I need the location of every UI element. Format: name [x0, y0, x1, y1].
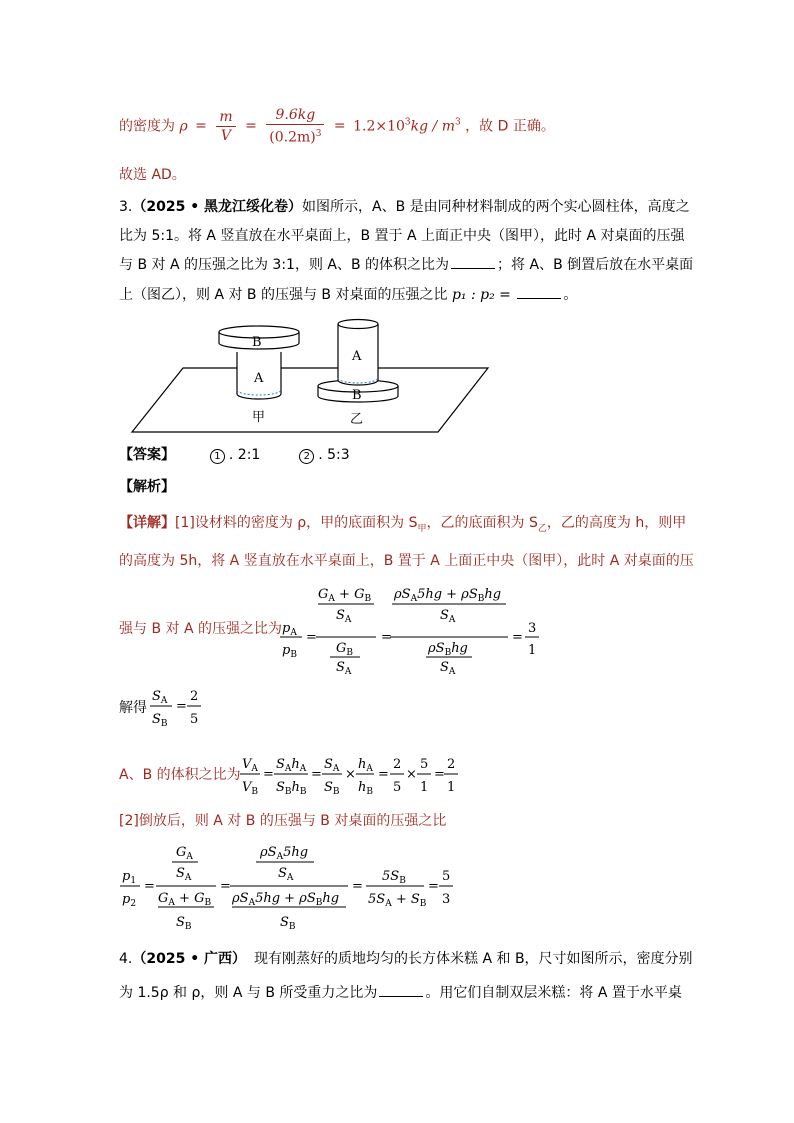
svg-text:×: ×: [406, 767, 417, 782]
svg-text:hA: $h_A$: [358, 757, 373, 774]
svg-text:VB: $V_B$: [242, 780, 259, 796]
svg-text:=: =: [352, 879, 363, 894]
detail-text1b: ，乙的底面积为 S: [426, 515, 538, 531]
v-symbol: V: [220, 127, 232, 144]
svg-text:=: =: [263, 767, 274, 782]
svg-text:1: 1: [420, 780, 429, 795]
detail-line-inverted: [2]倒放后，则 A 对 B 的压强与 B 对桌面的压强之比: [119, 813, 447, 829]
svg-text:5: 5: [420, 757, 429, 772]
answer-blank-3: [379, 982, 423, 997]
svg-text:5: 5: [442, 869, 451, 884]
svg-text:ρSBhg: $\rho S_Bhg$: [428, 641, 468, 658]
inverted-ratio-formula: [120, 840, 460, 936]
volume-exponent: 3: [315, 129, 322, 139]
q4-line2: [119, 982, 682, 1004]
pressure-ratio-prefix: 强与 B 对 A 的压强之比为: [119, 621, 282, 637]
svg-text:=: =: [428, 879, 439, 894]
svg-text:=: =: [378, 767, 389, 782]
label-b-jia: B: [252, 335, 262, 350]
volume-ratio-svg: [240, 752, 460, 796]
q3-figure: [0, 310, 794, 438]
volume-ratio-prefix: A、B 的体积之比为: [119, 767, 241, 783]
svg-text:=: =: [144, 879, 155, 894]
figure-yi: [318, 320, 398, 428]
svg-text:SB: $S_B$: [176, 915, 192, 932]
density-suffix: ，故 D 正确。: [465, 118, 555, 135]
svg-text:GA + GB: $G_A + G_B$: [158, 891, 212, 908]
svg-text:pB: $p_B$: [282, 643, 297, 660]
svg-text:SA: $S_A$: [324, 757, 340, 774]
svg-text:2: 2: [447, 757, 456, 772]
svg-text:=: =: [220, 879, 231, 894]
svg-text:pA: $p_A$: [282, 621, 297, 638]
svg-text:hB: $h_B$: [358, 780, 373, 796]
sub-jia: 甲: [417, 523, 427, 534]
m-symbol: m: [216, 108, 235, 127]
svg-text:5: 5: [190, 712, 199, 727]
pressure-ratio-formula: [280, 582, 550, 678]
choice-line: 故选 AD。: [119, 167, 186, 183]
volume-ratio: [240, 752, 460, 800]
svg-text:SA: $S_A$: [440, 660, 456, 674]
q3-line4: [119, 284, 577, 306]
answer-blank-1: [451, 254, 495, 269]
svg-text:1: 1: [447, 780, 456, 795]
svg-text:SA: $S_A$: [152, 689, 168, 706]
answer-1: . 2:1: [228, 447, 261, 463]
detail-text1: [1]设材料的密度为 ρ，甲的底面积为 S: [175, 515, 418, 531]
svg-text:5SB: $5S_B$: [382, 869, 406, 886]
svg-text:=: =: [306, 630, 317, 645]
unit-exponent: 3: [454, 117, 461, 128]
solve-prefix: 解得: [119, 700, 147, 716]
label-a-jia: A: [254, 371, 264, 386]
answer-line: [119, 444, 350, 466]
svg-text:SA: $S_A$: [440, 608, 456, 625]
q4-number: 4.: [119, 951, 133, 967]
inverted-ratio-svg: [120, 840, 460, 932]
svg-text:GA: $G_A$: [176, 845, 193, 862]
svg-text:ρSA5hg + ρSBhg: $\rho S_A5hg + \rho S_Bhg$: [232, 891, 340, 908]
caption-jia: 甲: [252, 410, 266, 425]
pressure-ratio-label: p₁ : p₂ =: [451, 287, 511, 303]
q3-text4a: 上（图乙），则 A 对 B 的压强与 B 对桌面的压强之比: [119, 287, 448, 303]
svg-text:SA: $S_A$: [278, 866, 294, 883]
figure-jia: [219, 326, 299, 425]
detail-line2: 的高度为 5h，将 A 竖直放在水平桌面上，B 置于 A 上面正中央（图甲），此时 A 对桌面的压: [119, 553, 694, 569]
svg-text:GA + GB: $G_A + G_B$: [318, 587, 372, 604]
analysis-label: 【解析】: [119, 479, 175, 495]
result-exponent: 3: [404, 117, 411, 128]
svg-text:2: 2: [190, 689, 199, 704]
svg-text:SB: $S_B$: [280, 915, 296, 932]
svg-text:SA: $S_A$: [176, 866, 192, 883]
detail-line1: [119, 512, 686, 540]
volume-value: (0.2m): [269, 129, 316, 146]
svg-text:3: 3: [528, 621, 537, 636]
svg-text:2: 2: [393, 757, 402, 772]
svg-text:1: 1: [528, 643, 537, 658]
q3-text3a: 与 B 对 A 的压强之比为 3:1，则 A、B 的体积之比为: [119, 257, 450, 273]
q3-text3b: ；将 A、B 倒置后放在水平桌面: [497, 257, 694, 273]
table-surface: [132, 368, 488, 432]
svg-text:SA: $S_A$: [336, 608, 352, 625]
answer-blank-2: [517, 284, 561, 299]
svg-text:p1: $p_1$: [122, 869, 137, 886]
svg-text:ρSA5hg: $\rho S_A5hg$: [260, 845, 309, 862]
q3-number: 3.: [119, 199, 133, 215]
area-ratio-svg: [150, 684, 210, 728]
svg-text:=: =: [381, 630, 392, 645]
q3-line1: [119, 196, 690, 218]
q4-line1: [119, 948, 693, 970]
q3-text1: 如图所示，A、B 是由同种材料制成的两个实心圆柱体，高度之: [302, 199, 690, 215]
answer-2: . 5:3: [318, 447, 350, 463]
label-a-yi: A: [352, 349, 362, 364]
caption-yi: 乙: [350, 412, 364, 427]
q3-period: 。: [563, 287, 578, 303]
svg-text:3: 3: [442, 892, 451, 907]
area-ratio: [150, 684, 210, 732]
answer-2-marker: 2: [299, 449, 314, 464]
svg-text:SB: $S_B$: [152, 712, 168, 728]
q3-source: （2025 • 黑龙江绥化卷）: [132, 199, 303, 215]
svg-text:ρSA5hg + ρSBhg: $\rho S_A5hg + \rho S_Bhg$: [394, 587, 502, 604]
svg-text:5SA + SB: $5S_A + S_B$: [368, 892, 427, 909]
q4-text1: 现有刚蒸好的质地均匀的长方体米糕 A 和 B，尺寸如图所示，密度分别: [254, 951, 693, 967]
svg-text:×: ×: [345, 767, 356, 782]
density-line: 的密度为 ρ = $\frac{m}{V}$ = $\frac{9.6kg}{(0.2m)^3}$ = $1.2\times 10^3kg / m^3$ ，故 D 正确。: [119, 107, 555, 146]
svg-text:p2: $p_2$: [122, 892, 137, 909]
svg-text:5: 5: [393, 780, 402, 795]
q4-text2a: 为 1.5ρ 和 ρ，则 A 与 B 所受重力之比为: [119, 985, 378, 1001]
density-result: 1.2×10: [353, 118, 405, 135]
density-unit: kg / m: [410, 118, 455, 135]
svg-text:SBhB: $S_Bh_B$: [276, 780, 307, 796]
q4-text2b: 。用它们自制双层米糕：将 A 置于水平桌: [425, 985, 682, 1001]
answer-label: 【答案】: [119, 447, 175, 463]
mass-value: 9.6kg: [266, 106, 324, 125]
q3-line3: [119, 254, 693, 276]
label-b-yi: B: [352, 388, 362, 403]
pressure-ratio-svg: [280, 582, 550, 674]
svg-text:SAhA: $S_Ah_A$: [276, 757, 307, 774]
svg-text:=: =: [176, 699, 187, 714]
svg-text:SB: $S_B$: [324, 780, 340, 796]
svg-text:=: =: [512, 630, 523, 645]
detail-text1c: ，乙的高度为 h，则甲: [546, 515, 687, 531]
detail-label: 【详解】: [119, 515, 175, 531]
svg-text:GB: $G_B$: [336, 641, 354, 658]
svg-text:=: =: [434, 767, 445, 782]
rho-symbol: ρ: [179, 118, 188, 135]
sub-yi: 乙: [537, 523, 547, 534]
q4-source: （2025 • 广西）: [132, 951, 247, 967]
svg-text:VA: $V_A$: [242, 757, 258, 774]
answer-1-marker: 1: [210, 449, 225, 464]
q3-line2: 比为 5:1。将 A 竖直放在水平桌面上，B 置于 A 上面正中央（图甲），此时 A 对桌面的压强: [119, 228, 685, 244]
svg-text:=: =: [311, 767, 322, 782]
density-prefix: 的密度为: [119, 118, 175, 135]
svg-text:SA: $S_A$: [336, 660, 352, 674]
